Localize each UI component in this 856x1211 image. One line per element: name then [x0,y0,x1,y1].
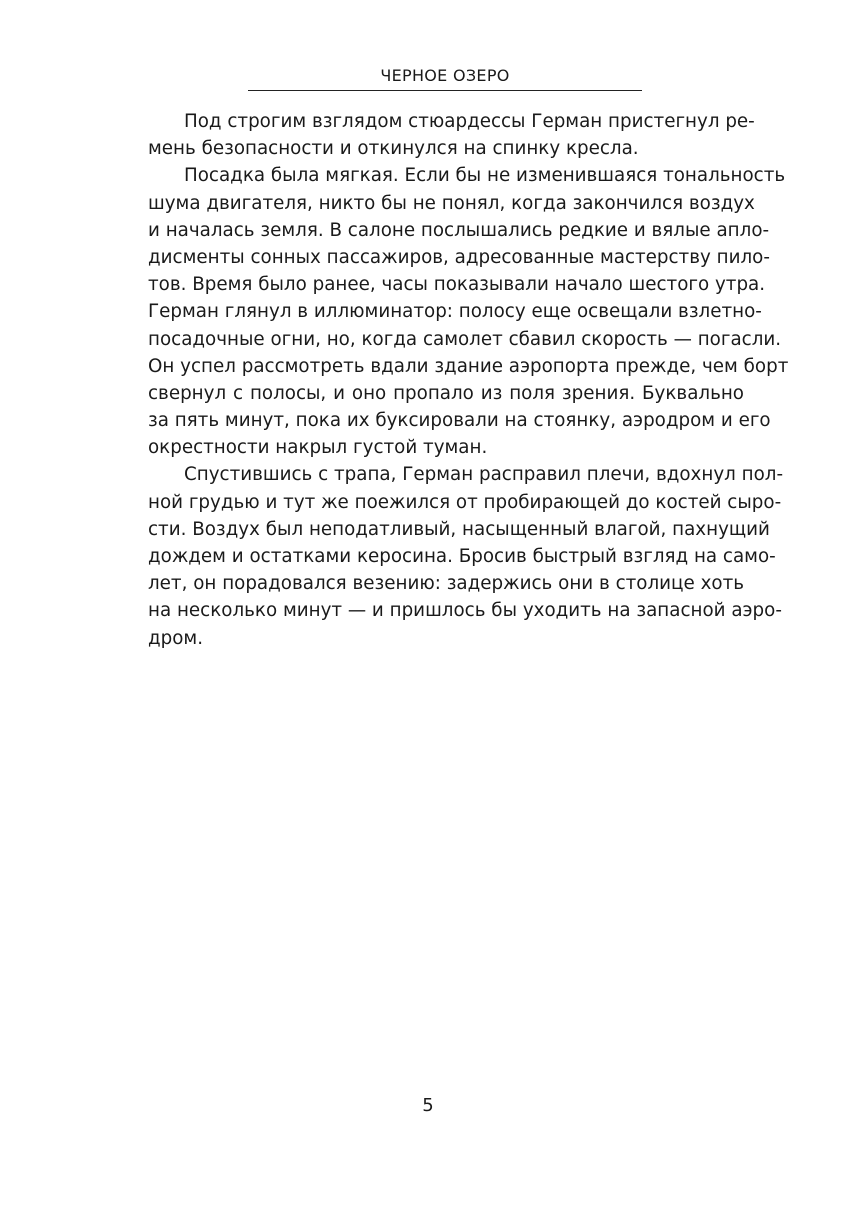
paragraph-3 [148,461,784,651]
text-line: на несколько минут — и пришлось бы уходить на запасной аэро- [148,600,782,622]
running-head: ЧЕРНОЕ ОЗЕРО [380,66,510,85]
text-line: и началась земля. В салоне послышались редкие и вялые апло- [148,219,770,241]
text-line: посадочные огни, но, когда самолет сбавил скорость — погасли. [148,328,782,350]
text-line: лет, он порадовался везению: задержись они в столице хоть [148,573,744,595]
text-line: Посадка была мягкая. Если бы не изменившаяся тональность [184,165,786,187]
text-line: Под строгим взглядом стюардессы Герман пристегнул ре- [184,111,755,132]
page-number: 5 [422,1095,434,1116]
text-line: Он успел рассмотреть вдали здание аэропорта прежде, чем борт [148,355,789,377]
text-line: шума двигателя, никто бы не понял, когда закончился воздух [148,192,755,214]
paragraph-1 [148,108,755,162]
text-line: ной грудью и тут же поежился от пробирающей до костей сыро- [148,491,782,513]
text-line: сти. Воздух был неподатливый, насыщенный влагой, пахнущий [148,518,770,540]
text-line: дисменты сонных пассажиров, адресованные мастерству пило- [148,246,770,268]
text-line: свернул с полосы, и оно пропало из поля зрения. Буквально [148,382,744,404]
text-line: Спустившись с трапа, Герман расправил плечи, вдохнул пол- [184,464,784,486]
text-line: тов. Время было ранее, часы показывали начало шестого утра. [148,274,766,296]
body-text [148,108,789,652]
text-line: Герман глянул в иллюминатор: полосу еще освещали взлетно- [148,301,762,323]
paragraph-2 [148,162,789,461]
text-line: мень безопасности и откинулся на спинку кресла. [148,138,639,160]
text-line: дром. [148,627,204,649]
text-line: окрестности накрыл густой туман. [148,437,488,459]
running-head-rule [248,90,642,91]
text-line: дождем и остатками керосина. Бросив быстрый взгляд на само- [148,546,776,567]
text-line: за пять минут, пока их буксировали на стоянку, аэродром и его [148,410,771,432]
